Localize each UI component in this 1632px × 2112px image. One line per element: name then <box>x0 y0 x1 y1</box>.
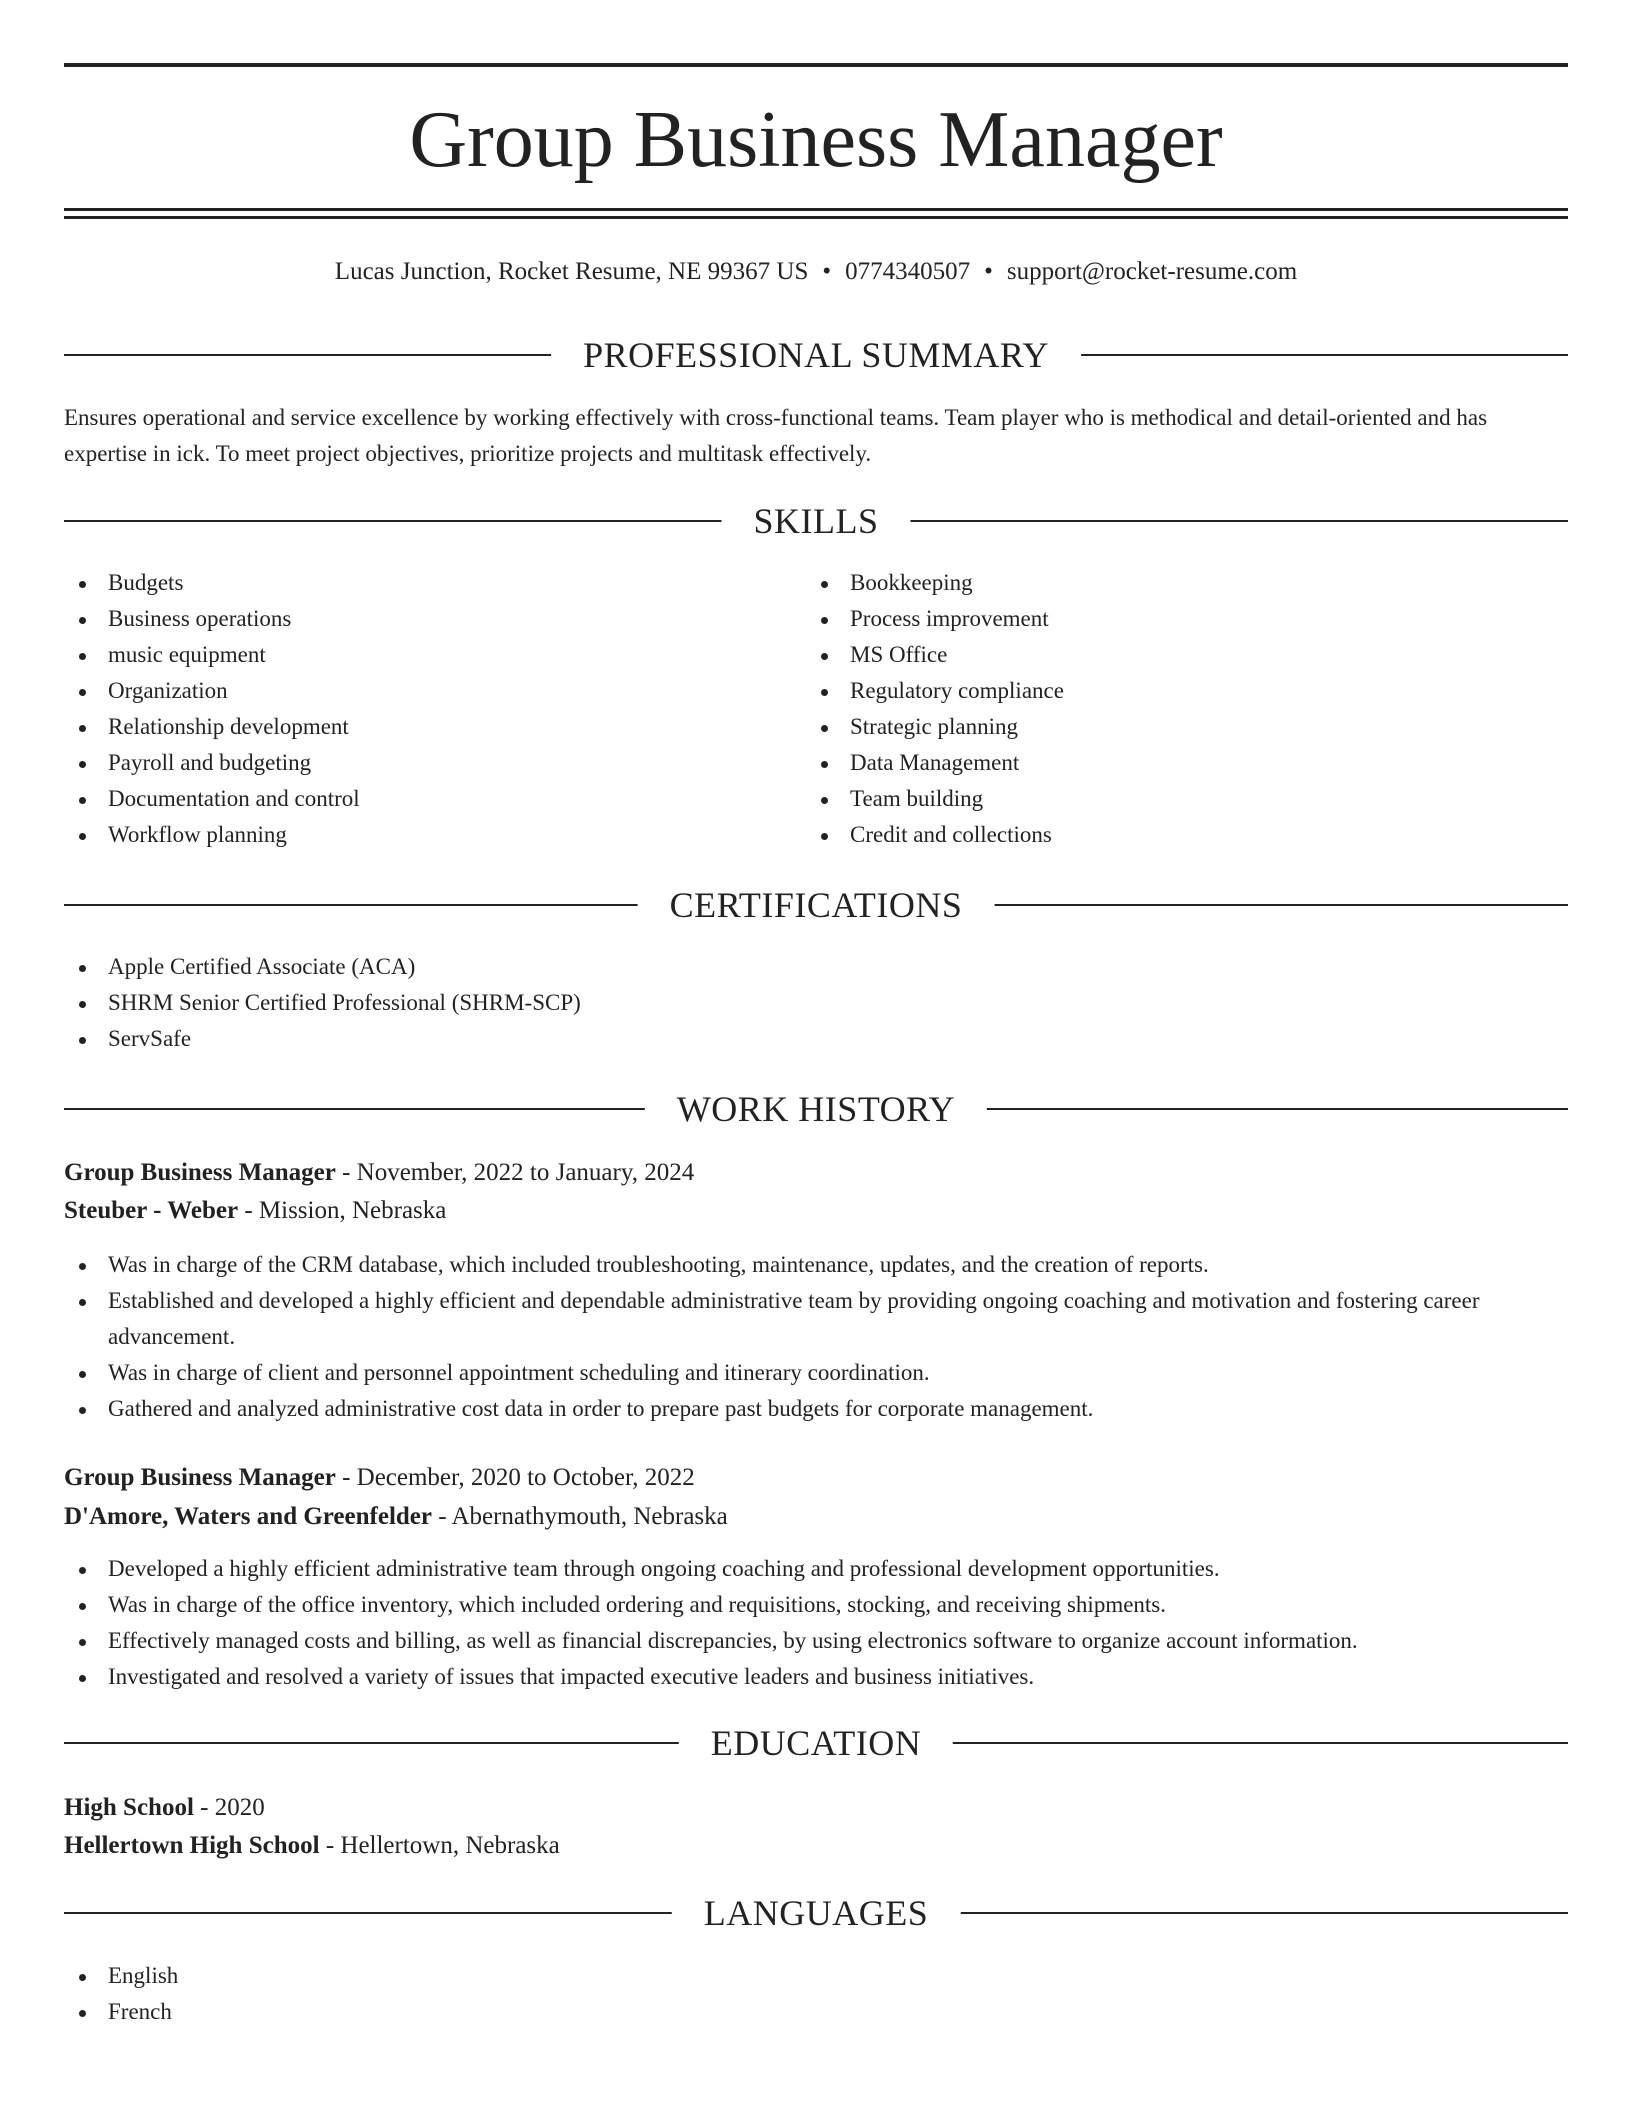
job-bullet-list <box>64 1247 1568 1427</box>
job-dates: - December, 2020 to October, 2022 <box>335 1464 695 1491</box>
skill-item: music equipment <box>64 637 764 673</box>
section-title: EDUCATION <box>679 1719 953 1767</box>
title-rule-lower <box>64 216 1568 219</box>
skills-right-column <box>806 565 1506 853</box>
language-item: English <box>64 1958 1568 1994</box>
title-rule-upper <box>64 208 1568 211</box>
skill-item: Regulatory compliance <box>806 673 1506 709</box>
skill-item: Relationship development <box>64 709 764 745</box>
job-company: D'Amore, Waters and Greenfelder <box>64 1503 432 1530</box>
education-year: - 2020 <box>193 1794 265 1821</box>
job-title: Group Business Manager <box>64 1159 336 1186</box>
skill-item: Business operations <box>64 601 764 637</box>
language-item: French <box>64 1994 1568 2030</box>
job-location: - Abernathymouth, Nebraska <box>432 1503 728 1530</box>
skill-item: Bookkeeping <box>806 565 1506 601</box>
job-location: - Mission, Nebraska <box>238 1197 447 1224</box>
skills-left-column <box>64 565 764 853</box>
summary-section-heading <box>64 331 1568 379</box>
job-dates: - November, 2022 to January, 2024 <box>335 1159 695 1186</box>
certification-item: ServSafe <box>64 1021 1568 1057</box>
languages-section-heading <box>64 1889 1568 1937</box>
education-location: - Hellertown, Nebraska <box>319 1832 560 1859</box>
education-degree: High School <box>64 1794 194 1821</box>
language-list <box>64 1958 1568 2030</box>
contact-separator: • <box>984 258 993 285</box>
job-bullets-block <box>64 1247 1568 1427</box>
contact-email: support@rocket-resume.com <box>1006 258 1298 285</box>
certifications-section-heading <box>64 881 1568 929</box>
job-title-line <box>64 1459 1568 1497</box>
contact-address: Lucas Junction, Rocket Resume, NE 99367 US <box>334 258 809 285</box>
job-bullet-list <box>64 1551 1568 1695</box>
education-degree-line <box>64 1789 1568 1827</box>
skill-item: Process improvement <box>806 601 1506 637</box>
job-company: Steuber - Weber <box>64 1197 239 1224</box>
skill-item: Organization <box>64 673 764 709</box>
job-title-line <box>64 1154 1568 1192</box>
job-bullet-item: Was in charge of client and personnel appointment scheduling and itinerary coordination. <box>64 1355 1568 1391</box>
job-bullet-item: Investigated and resolved a variety of issues that impacted executive leaders and business initiatives. <box>64 1659 1568 1695</box>
job-company-line <box>64 1498 1568 1536</box>
job-bullets-block <box>64 1551 1568 1695</box>
education-section-heading <box>64 1719 1568 1767</box>
skill-item: Data Management <box>806 745 1506 781</box>
certification-item: SHRM Senior Certified Professional (SHRM-SCP) <box>64 985 1568 1021</box>
section-title: WORK HISTORY <box>645 1085 987 1133</box>
skill-item: Credit and collections <box>806 817 1506 853</box>
skill-item: Documentation and control <box>64 781 764 817</box>
contact-phone: 0774340507 <box>845 258 971 285</box>
contact-line <box>64 254 1568 290</box>
job-bullet-item: Gathered and analyzed administrative cost data in order to prepare past budgets for corporate management. <box>64 1391 1568 1427</box>
certification-item: Apple Certified Associate (ACA) <box>64 949 1568 985</box>
job-bullet-item: Was in charge of the CRM database, which included troubleshooting, maintenance, updates, and the creation of reports. <box>64 1247 1568 1283</box>
skill-item: Strategic planning <box>806 709 1506 745</box>
skill-item: Budgets <box>64 565 764 601</box>
summary-text: Ensures operational and service excellence by working effectively with cross-functional teams. Team player who is methodical and detail-oriented and has expertise in ick. To meet project objectives, prioritize projects and multitask effectively. <box>64 405 1488 466</box>
job-bullet-item: Was in charge of the office inventory, which included ordering and requisitions, stocking, and receiving shipments. <box>64 1587 1568 1623</box>
page-title: Group Business Manager <box>409 96 1223 184</box>
skill-list <box>64 565 764 853</box>
skill-item: Team building <box>806 781 1506 817</box>
skill-item: Workflow planning <box>64 817 764 853</box>
work-section-heading <box>64 1085 1568 1133</box>
job-title: Group Business Manager <box>64 1464 336 1491</box>
contact-separator: • <box>822 258 832 285</box>
section-title: SKILLS <box>721 497 910 545</box>
education-school: Hellertown High School <box>64 1832 320 1859</box>
job-bullet-item: Effectively managed costs and billing, as well as financial discrepancies, by using electronics software to organize account information. <box>64 1623 1568 1659</box>
skill-item: Payroll and budgeting <box>64 745 764 781</box>
education-school-line <box>64 1827 1568 1865</box>
job-bullet-item: Developed a highly efficient administrative team through ongoing coaching and professional development opportunities. <box>64 1551 1568 1587</box>
certifications-list-block <box>64 949 1568 1057</box>
job-bullet-item: Established and developed a highly efficient and dependable administrative team by providing ongoing coaching and motivation and fostering career advancement. <box>64 1283 1568 1355</box>
job-company-line <box>64 1192 1568 1230</box>
skill-item: MS Office <box>806 637 1506 673</box>
section-title: CERTIFICATIONS <box>638 881 995 929</box>
languages-list-block <box>64 1958 1568 2030</box>
skills-section-heading <box>64 497 1568 545</box>
certification-list <box>64 949 1568 1057</box>
section-title: LANGUAGES <box>672 1889 961 1937</box>
skill-list <box>806 565 1506 853</box>
top-rule <box>64 63 1568 67</box>
section-title: PROFESSIONAL SUMMARY <box>551 331 1081 379</box>
